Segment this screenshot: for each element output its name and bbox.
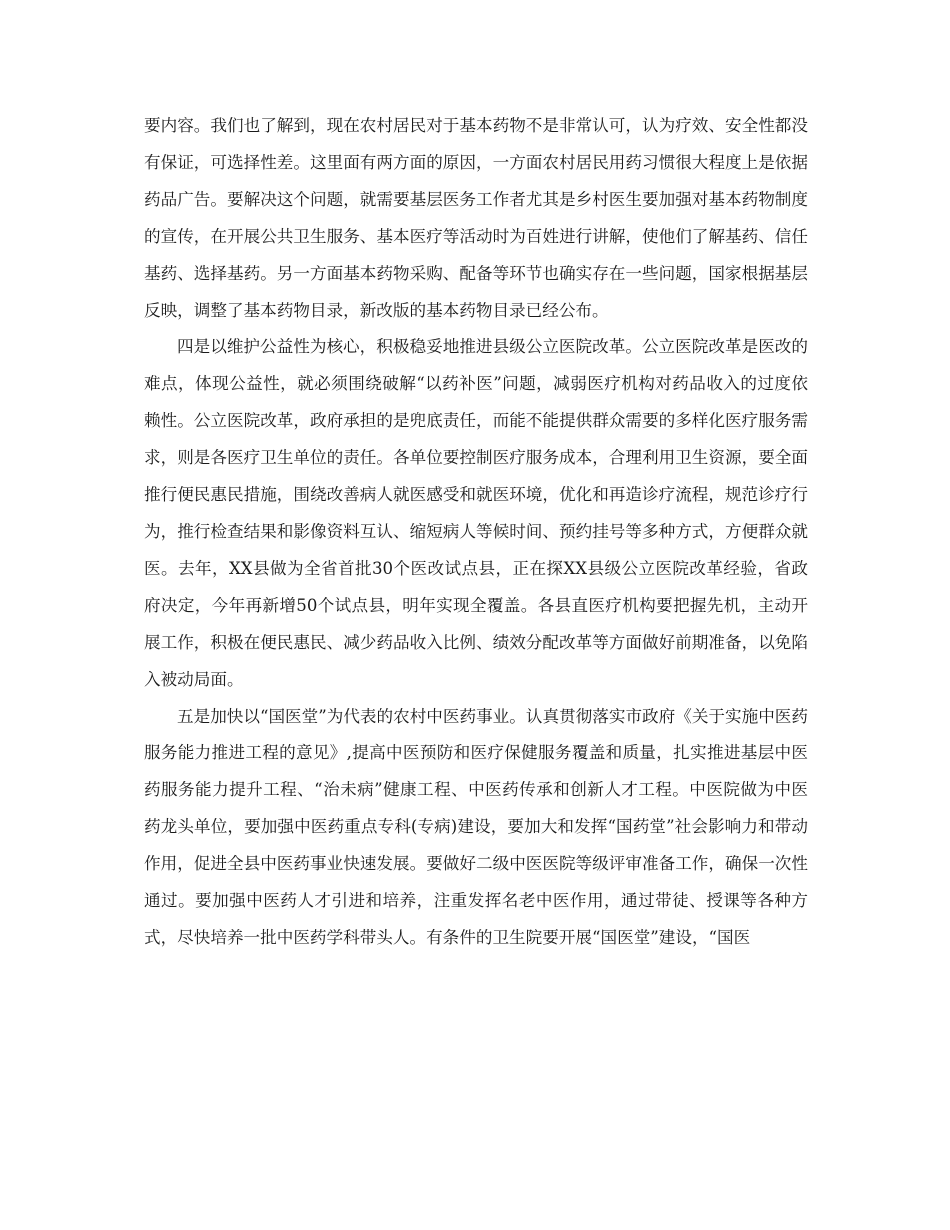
paragraph-chinese-medicine: 五是加快以“国医堂”为代表的农村中医药事业。认真贯彻落实市政府《关于实施中医药服务能力推进工程的意见》,提高中医预防和医疗保健服务覆盖和质量，扎实推进基层中医药服务能力提升工程、“治未病”健康工程、中医药传承和创新人才工程。中医院做为中医药龙头单位，要加强中医药重点专科(专病)建设，要加大和发挥“国药堂”社会影响力和带动作用，促进全县中医药事业快速发展。要做好二级中医医院等级评审准备工作，确保一次性通过。要加强中医药人才引进和培养，注重发挥名老中医作用，通过带徒、授课等各种方式，尽快培养一批中医药学科带头人。有条件的卫生院要开展“国医堂”建设，“国医 xyxy=(144,706,808,947)
paragraph-essential-medicines: 要内容。我们也了解到，现在农村居民对于基本药物不是非常认可，认为疗效、安全性都没有保证，可选择性差。这里面有两方面的原因，一方面农村居民用药习惯很大程度上是依据药品广告。要解决这个问题，就需要基层医务工作者尤其是乡村医生要加强对基本药物制度的宣传，在开展公共卫生服务、基本医疗等活动时为百姓进行讲解，使他们了解基药、信任基药、选择基药。另一方面基本药物采购、配备等环节也确实存在一些问题，国家根据基层反映，调整了基本药物目录，新改版的基本药物目录已经公布。 xyxy=(144,116,808,320)
paragraph-public-hospital-reform: 四是以维护公益性为核心，积极稳妥地推进县级公立医院改革。公立医院改革是医改的难点，体现公益性，就必须围绕破解“以药补医”问题，减弱医疗机构对药品收入的过度依赖性。公立医院改革，政府承担的是兜底责任，而能不能提供群众需要的多样化医疗服务需求，则是各医疗卫生单位的责任。各单位要控制医疗服务成本，合理利用卫生资源，要全面推行便民惠民措施，围绕改善病人就医感受和就医环境，优化和再造诊疗流程，规范诊疗行为，推行检查结果和影像资料互认、缩短病人等候时间、预约挂号等多种方式，方便群众就医。去年，XX县做为全省首批30个医改试点县，正在探XX县级公立医院改革经验，省政府决定，今年再新增50个试点县，明年实现全覆盖。各县直医疗机构要把握先机，主动开展工作，积极在便民惠民、减少药品收入比例、绩效分配改革等方面做好前期准备，以免陷入被动局面。 xyxy=(144,337,808,689)
document-page xyxy=(144,108,808,957)
